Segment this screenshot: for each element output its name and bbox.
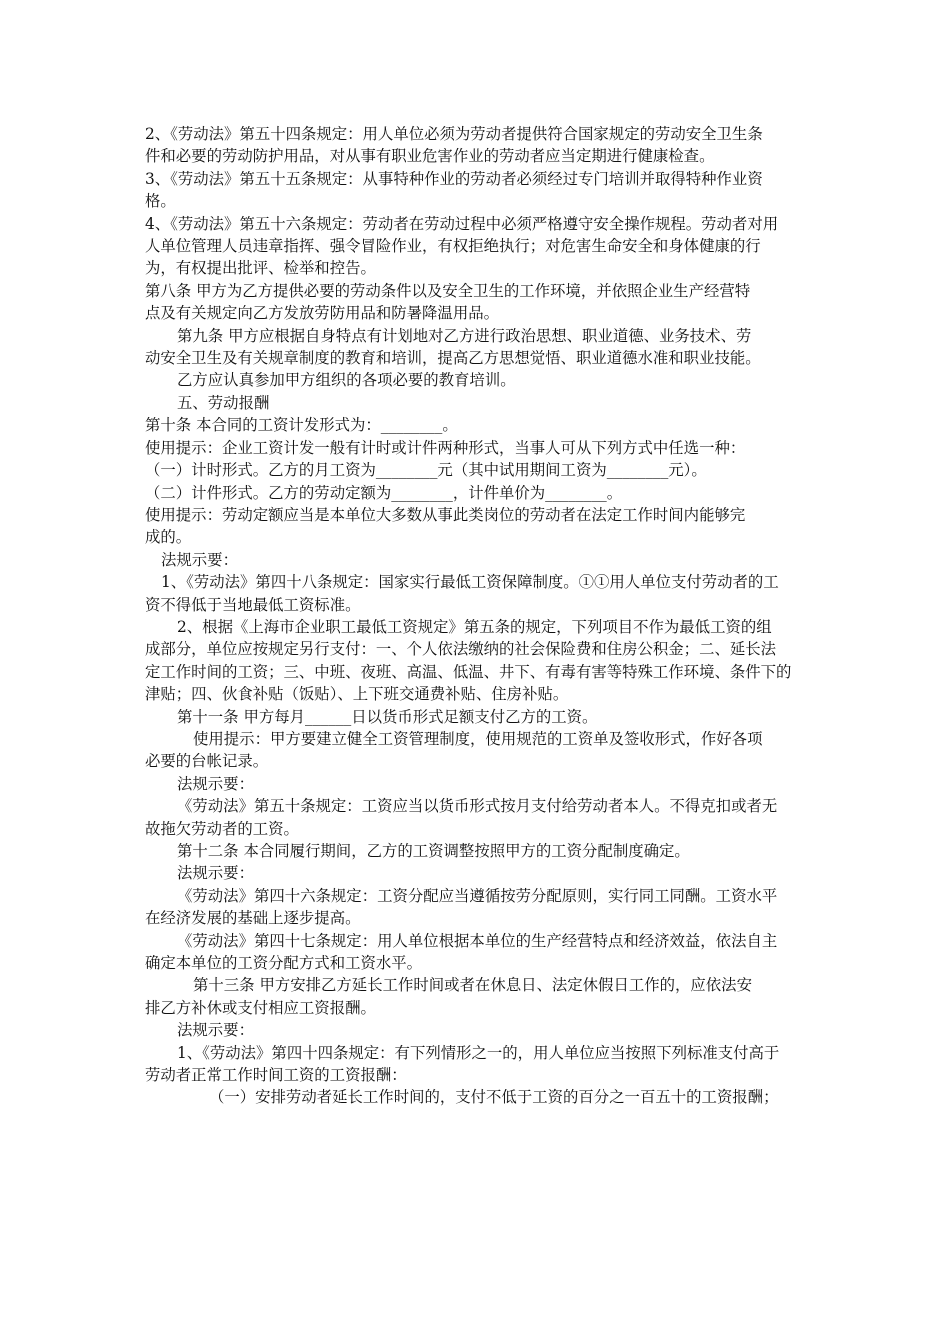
- text-line: 第十条 本合同的工资计发形式为：________。: [145, 416, 458, 435]
- text-line: 2、《劳动法》第五十四条规定：用人单位必须为劳动者提供符合国家规定的劳动安全卫生条: [145, 125, 763, 143]
- text-line: 《劳动法》第五十条规定：工资应当以货币形式按月支付给劳动者本人。不得克扣或者无: [177, 797, 778, 816]
- text-line: （一）安排劳动者延长工作时间的，支付不低于工资的百分之一百五十的工资报酬；: [209, 1088, 779, 1107]
- text-line: 资不得低于当地最低工资标准。: [145, 595, 361, 614]
- text-line: 点及有关规定向乙方发放劳防用品和防暑降温用品。: [145, 304, 499, 323]
- text-line: 确定本单位的工资分配方式和工资水平。: [145, 954, 423, 973]
- text-line: 《劳动法》第四十七条规定：用人单位根据本单位的生产经营特点和经济效益，依法自主: [177, 931, 778, 950]
- text-line: 格。: [145, 192, 176, 211]
- text-line: 五、劳动报酬: [177, 393, 270, 412]
- text-line: （一）计时形式。乙方的月工资为________元（其中试用期间工资为________元）。: [145, 461, 707, 480]
- text-line: 第十二条 本合同履行期间，乙方的工资调整按照甲方的工资分配制度确定。: [177, 842, 690, 860]
- text-line: 法规示要：: [161, 550, 238, 569]
- text-line: 定工作时间的工资；三、中班、夜班、高温、低温、井下、有毒有害等特殊工作环境、条件下的: [145, 662, 792, 681]
- document-page: [145, 123, 817, 1109]
- text-line: 法规示要：: [177, 774, 254, 793]
- text-line: 必要的台帐记录。: [145, 752, 269, 771]
- text-line: 故拖欠劳动者的工资。: [145, 819, 299, 838]
- text-line: 2、根据《上海市企业职工最低工资规定》第五条的规定，下列项目不作为最低工资的组: [177, 617, 772, 636]
- text-line: 排乙方补休或支付相应工资报酬。: [145, 998, 376, 1017]
- text-line: 3、《劳动法》第五十五条规定：从事特种作业的劳动者必须经过专门培训并取得特种作业资: [145, 169, 763, 188]
- text-line: 第十一条 甲方每月______日以货币形式足额支付乙方的工资。: [177, 707, 598, 726]
- text-line: 使用提示：企业工资计发一般有计时或计件两种形式，当事人可从下列方式中任选一种：: [145, 438, 746, 457]
- text-line: 第十三条 甲方安排乙方延长工作时间或者在休息日、法定休假日工作的，应依法安: [193, 976, 752, 995]
- text-line: 第九条 甲方应根据自身特点有计划地对乙方进行政治思想、职业道德、业务技术、劳: [177, 326, 752, 345]
- text-line: （二）计件形式。乙方的劳动定额为________，计件单价为________。: [145, 483, 623, 502]
- text-line: 在经济发展的基础上逐步提高。: [145, 909, 361, 928]
- text-line: 劳动者正常工作时间工资的工资报酬：: [145, 1066, 407, 1085]
- text-line: 1、《劳动法》第四十八条规定：国家实行最低工资保障制度。①①用人单位支付劳动者的工: [161, 573, 779, 592]
- text-line: 成的。: [145, 528, 192, 547]
- text-line: 动安全卫生及有关规章制度的教育和培训，提高乙方思想觉悟、职业道德水准和职业技能。: [145, 349, 761, 368]
- text-line: 《劳动法》第四十六条规定：工资分配应当遵循按劳分配原则，实行同工同酬。工资水平: [177, 886, 778, 905]
- text-line: 法规示要：: [177, 864, 254, 883]
- text-line: 4、《劳动法》第五十六条规定：劳动者在劳动过程中必须严格遵守安全操作规程。劳动者对用: [145, 214, 779, 233]
- text-line: 成部分，单位应按规定另行支付：一、个人依法缴纳的社会保险费和住房公积金；二、延长法: [145, 640, 777, 659]
- text-line: 为，有权提出批评、检举和控告。: [145, 259, 376, 278]
- text-line: 法规示要：: [177, 1021, 254, 1040]
- text-line: 人单位管理人员违章指挥、强令冒险作业，有权拒绝执行；对危害生命安全和身体健康的行: [145, 237, 761, 256]
- text-line: 使用提示：甲方要建立健全工资管理制度，使用规范的工资单及签收形式，作好各项: [193, 729, 763, 748]
- text-line: 乙方应认真参加甲方组织的各项必要的教育培训。: [177, 371, 516, 390]
- text-line: 1、《劳动法》第四十四条规定：有下列情形之一的，用人单位应当按照下列标准支付高于: [177, 1043, 780, 1062]
- text-line: 第八条 甲方为乙方提供必要的劳动条件以及安全卫生的工作环境，并依照企业生产经营特: [145, 281, 751, 300]
- text-line: 件和必要的劳动防护用品，对从事有职业危害作业的劳动者应当定期进行健康检查。: [145, 147, 715, 166]
- text-line: 使用提示：劳动定额应当是本单位大多数从事此类岗位的劳动者在法定工作时间内能够完: [145, 505, 746, 524]
- text-line: 津贴；四、伙食补贴（饭贴）、上下班交通费补贴、住房补贴。: [145, 685, 569, 704]
